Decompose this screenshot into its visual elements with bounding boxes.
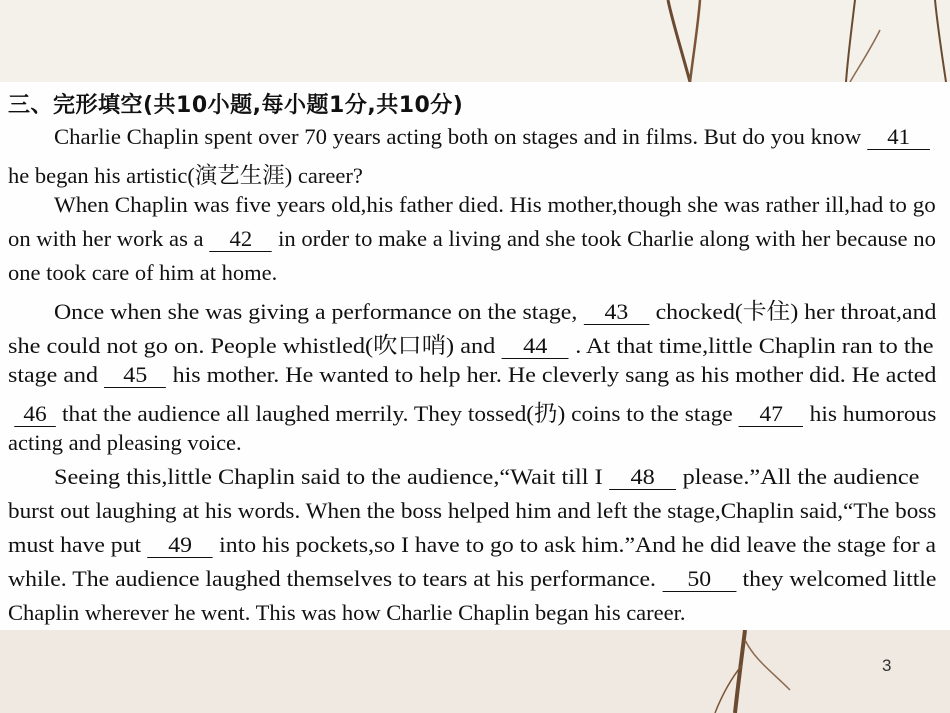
passage-text: one took care of him at home. xyxy=(8,260,278,285)
passage-text: in order to make a living and she took Charlie along with her because no xyxy=(278,226,936,251)
passage-text: acting and pleasing voice. xyxy=(8,430,242,455)
passage-line xyxy=(8,260,277,286)
passage-text: burst out laughing at his words. When the boss helped him and left the stage,Chaplin said,“The boss xyxy=(8,498,937,523)
blank-49: 49 xyxy=(147,533,212,558)
blank-44: 44 xyxy=(502,334,569,359)
blank-50: 50 xyxy=(662,567,736,592)
passage-text: he began his artistic(演艺生涯) career? xyxy=(8,163,363,188)
passage-text: that the audience all laughed merrily. They tossed(扔) coins to the stage xyxy=(62,401,733,426)
passage-line xyxy=(8,430,242,456)
blank-48: 48 xyxy=(609,465,676,490)
blank-47: 47 xyxy=(739,402,803,427)
passage-text: Charlie Chaplin spent over 70 years acting both on stages and in films. But do you know xyxy=(54,124,862,149)
blank-41: 41 xyxy=(867,125,930,150)
passage-line xyxy=(8,396,936,428)
passage-text: she could not go on. People whistled(吹口哨) and xyxy=(8,333,496,358)
passage-text: . At that time,little Chaplin ran to the xyxy=(575,333,934,358)
passage-line xyxy=(8,226,936,252)
passage-line xyxy=(54,124,936,150)
blank-43: 43 xyxy=(584,300,650,325)
passage-line xyxy=(54,294,936,326)
section-title: 三、完形填空(共10小题,每小题1分,共10分) xyxy=(8,93,464,118)
passage-text: they welcomed little xyxy=(742,566,937,591)
passage-line xyxy=(54,464,919,490)
passage-text: When Chaplin was five years old,his father died. His mother,though she was rather ill,had to go xyxy=(54,192,936,217)
passage-text: his humorous xyxy=(809,401,937,426)
passage-line xyxy=(8,566,936,592)
passage-text: while. The audience laughed themselves to tears at his performance. xyxy=(8,566,656,591)
passage-line xyxy=(8,532,936,558)
passage-line xyxy=(8,600,686,626)
passage-text: Seeing this,little Chaplin said to the audience,“Wait till I xyxy=(54,464,603,489)
passage-text: must have put xyxy=(8,532,142,557)
passage-text: on with her work as a xyxy=(8,226,204,251)
passage-text: please.”All the audience xyxy=(682,464,920,489)
passage-line xyxy=(8,362,936,388)
passage-text: his mother. He wanted to help her. He cleverly sang as his mother did. He acted xyxy=(172,362,937,387)
blank-42: 42 xyxy=(210,227,272,252)
passage-text: Chaplin wherever he went. This was how Charlie Chaplin began his career. xyxy=(8,600,686,625)
passage-text: chocked(卡住) her throat,and xyxy=(655,299,937,324)
passage-text: stage and xyxy=(8,362,98,387)
blank-45: 45 xyxy=(104,363,166,388)
page-number: 3 xyxy=(882,656,892,675)
passage-line xyxy=(54,192,936,218)
passage-text: into his pockets,so I have to go to ask him.”And he did leave the stage for a xyxy=(219,532,937,557)
blank-46: 46 xyxy=(14,402,56,427)
passage-line xyxy=(8,498,936,524)
passage-line xyxy=(8,158,363,190)
passage-line xyxy=(8,328,934,360)
passage-text: Once when she was giving a performance on the stage, xyxy=(54,299,578,324)
